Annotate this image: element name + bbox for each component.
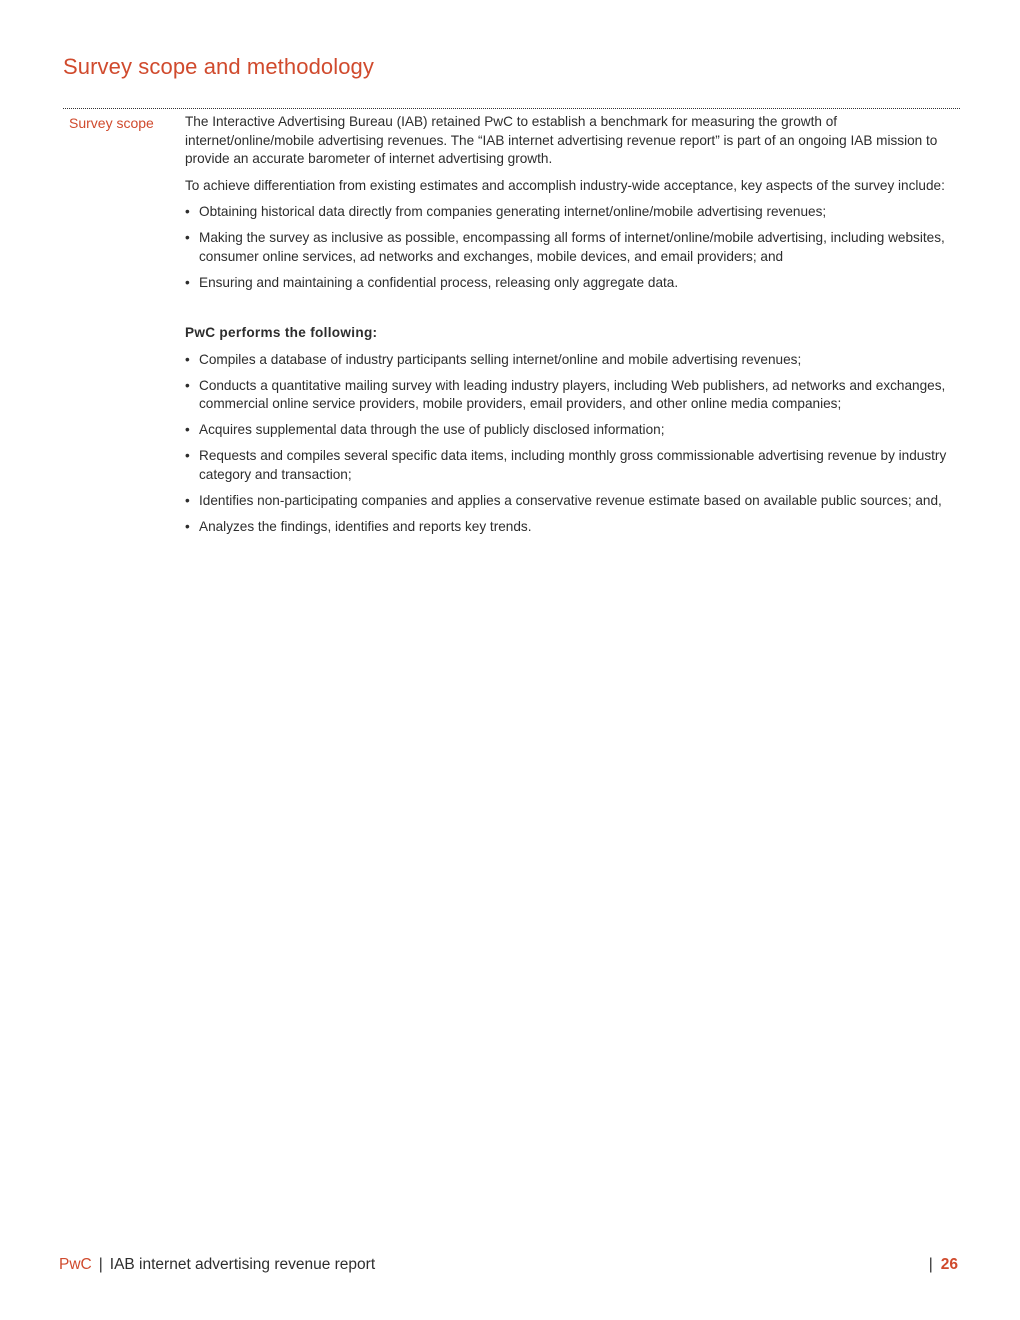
list-item	[185, 377, 955, 414]
bullet-icon: •	[185, 492, 190, 508]
bullet-icon: •	[185, 448, 190, 463]
list-item	[185, 518, 955, 537]
list-item	[185, 351, 955, 370]
list-item	[185, 203, 955, 222]
footer	[59, 1256, 375, 1274]
page-title: Survey scope and methodology	[63, 54, 374, 79]
bullet-icon: •	[185, 377, 190, 393]
list-item-text: Analyzes the findings, identifies and reports key trends.	[199, 518, 532, 534]
footer-brand: PwC	[59, 1256, 92, 1273]
list-item	[185, 421, 955, 440]
pwc-heading: PwC performs the following:	[185, 325, 378, 340]
bullet-icon: •	[185, 204, 190, 219]
list-item-text: Identifies non-participating companies and applies a conservative revenue estimate based on available public sources; and,	[199, 492, 942, 508]
footer-report-title: IAB internet advertising revenue report	[109, 1256, 376, 1273]
footer-separator: |	[98, 1256, 103, 1273]
list-item-text: Conducts a quantitative mailing survey with leading industry players, including Web publishers, ad networks and exchanges, commercial online service providers, mobile providers, email providers, and other online media companies;	[199, 377, 946, 411]
intro-paragraph: The Interactive Advertising Bureau (IAB) retained PwC to establish a benchmark for measuring the growth of internet/online/mobile advertising revenues. The “IAB internet advertising revenue report” is part of an ongoing IAB mission to provide an accurate barometer of internet advertising growth.	[185, 114, 938, 166]
bullet-icon: •	[185, 274, 190, 290]
key-aspects-list	[185, 203, 955, 292]
list-item-text: Making the survey as inclusive as possible, encompassing all forms of internet/online/mobile advertising, including websites, consumer online services, ad networks and exchanges, mobile devices, and email providers; and	[199, 230, 945, 264]
list-item-text: Compiles a database of industry participants selling internet/online and mobile advertising revenues;	[199, 351, 802, 367]
aspects-intro-paragraph: To achieve differentiation from existing estimates and accomplish industry-wide acceptance, key aspects of the survey include:	[185, 177, 945, 193]
list-item-text: Obtaining historical data directly from companies generating internet/online/mobile advertising revenues;	[199, 204, 827, 219]
list-item	[185, 229, 955, 266]
section-body	[185, 113, 955, 544]
bullet-icon: •	[185, 422, 190, 437]
list-item	[185, 447, 955, 484]
list-item-text: Acquires supplemental data through the use of publicly disclosed information;	[199, 422, 665, 437]
list-item-text: Ensuring and maintaining a confidential process, releasing only aggregate data.	[199, 274, 679, 290]
page-number-block	[929, 1256, 958, 1274]
list-item-text: Requests and compiles several specific data items, including monthly gross commissionable advertising revenue by industry category and transaction;	[199, 448, 947, 482]
bullet-icon: •	[185, 230, 190, 245]
section-label: Survey scope	[69, 115, 154, 131]
bullet-icon: •	[185, 351, 190, 367]
list-item	[185, 274, 955, 293]
section-divider	[63, 108, 960, 109]
bullet-icon: •	[185, 518, 190, 534]
page-number-separator: |	[928, 1256, 933, 1273]
page-number: 26	[940, 1256, 958, 1273]
pwc-activities-list	[185, 351, 955, 537]
list-item	[185, 492, 955, 511]
